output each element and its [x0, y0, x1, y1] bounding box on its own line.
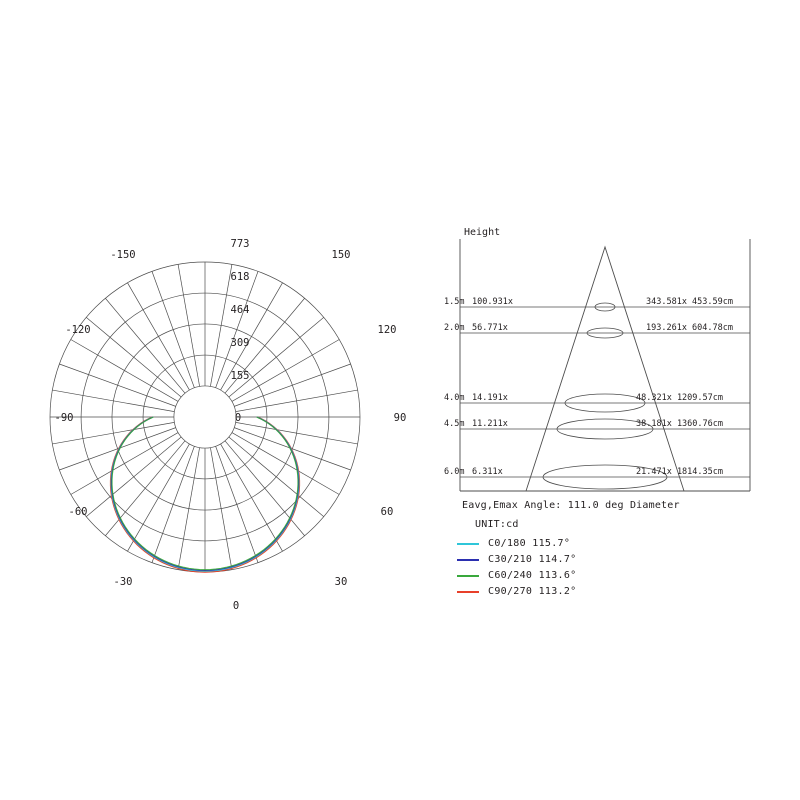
- legend-swatch-c0: [457, 543, 479, 545]
- radial-tick-618: 618: [230, 271, 250, 283]
- polar-spokes: [50, 262, 360, 572]
- cone-emax-1: 343.581x 453.59cm: [646, 297, 733, 307]
- legend-swatch-c60: [457, 575, 479, 577]
- legend-item-c60: [457, 571, 775, 581]
- angle-label-minus60: -60: [68, 506, 88, 518]
- cone-emax-5: 21.471x 1814.35cm: [636, 467, 723, 477]
- legend-label-c0: C0/180 115.7°: [488, 538, 571, 549]
- legend-unit: UNIT:cd: [475, 519, 519, 530]
- cone-eavg-3: 14.191x: [472, 393, 508, 403]
- cone-svg: [440, 225, 770, 525]
- legend-item-c30: [457, 555, 775, 565]
- cone-height-5: 6.0m: [444, 467, 465, 477]
- cone-height-4: 4.5m: [444, 419, 465, 429]
- radial-tick-309: 309: [230, 337, 250, 349]
- radial-tick-773: 773: [230, 238, 250, 250]
- radial-tick-464: 464: [230, 304, 250, 316]
- legend-label-c60: C60/240 113.6°: [488, 570, 577, 581]
- cone-caption: Eavg,Emax Angle: 111.0 deg Diameter: [462, 500, 680, 511]
- cone-eavg-2: 56.771x: [472, 323, 508, 333]
- angle-label-minus90: -90: [54, 412, 74, 424]
- cone-eavg-1: 100.931x: [472, 297, 513, 307]
- cone-emax-3: 48.321x 1209.57cm: [636, 393, 723, 403]
- legend-label-c30: C30/210 114.7°: [488, 554, 577, 565]
- cone-emax-4: 38.181x 1360.76cm: [636, 419, 723, 429]
- angle-label-minus30: -30: [113, 576, 133, 588]
- radial-tick-155: 155: [230, 370, 250, 382]
- radial-tick-center-zero: 0: [234, 412, 242, 424]
- cone-eavg-5: 6.311x: [472, 467, 503, 477]
- cone-title: Height: [464, 227, 501, 238]
- angle-label-minus120: -120: [65, 324, 91, 336]
- angle-label-150: 150: [331, 249, 351, 261]
- angle-label-bottom-zero: 0: [232, 600, 240, 612]
- angle-label-30: 30: [334, 576, 348, 588]
- polar-svg: [30, 225, 430, 625]
- legend-item-c90: [457, 587, 775, 597]
- legend-swatch-c30: [457, 559, 479, 561]
- legend: [455, 520, 775, 603]
- polar-diagram: [30, 225, 430, 625]
- angle-label-120: 120: [377, 324, 397, 336]
- cone-height-2: 2.0m: [444, 323, 465, 333]
- cone-eavg-4: 11.211x: [472, 419, 508, 429]
- legend-label-c90: C90/270 113.2°: [488, 586, 577, 597]
- cone-diagram: [440, 225, 770, 525]
- legend-swatch-c90: [457, 591, 479, 593]
- angle-label-minus150: -150: [110, 249, 136, 261]
- legend-item-c0: [457, 539, 775, 549]
- angle-label-60: 60: [380, 506, 394, 518]
- angle-label-90: 90: [393, 412, 407, 424]
- cone-height-3: 4.0m: [444, 393, 465, 403]
- cone-height-1: 1.5m: [444, 297, 465, 307]
- cone-emax-2: 193.261x 604.78cm: [646, 323, 733, 333]
